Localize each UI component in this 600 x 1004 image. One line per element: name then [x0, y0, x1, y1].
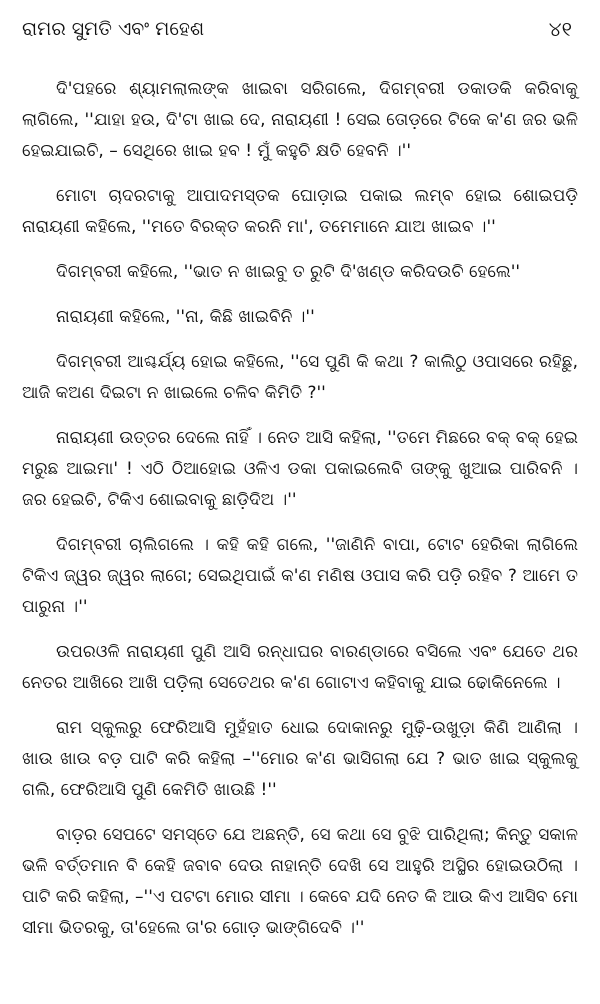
paragraph-7: ଦିଗମ୍ବରୀ ଚାଲିଗଲେ । କହି କହି ଗଲେ, ''ଜାଣିନି ବାପା, ଟୋଟ ହେରିକା ଲାଗିଲେ ଟିକିଏ ଜ୍ୱର ଜ୍ୱର ଲାଗେ; ସେଇଥିପାଇଁ କ'ଣ ମଣିଷ ଓପାସ କରି ପଡ଼ି ରହିବ ? ଆମେ ତ ପାରୁନା ।''	[22, 535, 578, 617]
paragraph-5: ଦିଗମ୍ବରୀ ଆଶ୍ଚର୍ଯ୍ୟ ହୋଇ କହିଲେ, ''ସେ ପୁଣି କି କଥା ? କାଲିଠୁ ଓପାସରେ ରହିଛୁ, ଆଜି କଅଣ ଦିଇଟା ନ ଖାଇଲେ ଚଳିବ କିମିତି ?''	[22, 352, 578, 403]
paragraph-8: ଉପରଓଳି ନାରାୟଣୀ ପୁଣି ଆସି ରନ୍ଧାଘର ବାରଣ୍ଡାରେ ବସିଲେ ଏବଂ ଯେତେ ଥର ନେତର ଆଖିରେ ଆଖି ପଡ଼ିଲା ସେତେଥର କ'ଣ ଗୋଟାଏ କହିବାକୁ ଯାଇ ଢୋକିନେଲେ ।	[22, 642, 578, 693]
paragraph-10: ବାଡ଼ର ସେପଟେ ସମସ୍ତେ ଯେ ଅଛନ୍ତି, ସେ କଥା ସେ ବୁଝି ପାରିଥିଲା; କିନ୍ତୁ ସକାଳ ଭଳି ବର୍ତ୍ତମାନ ବି କେହି ଜବାବ ଦେଉ ନାହାନ୍ତି ଦେଖି ସେ ଆହୁରି ଅସ୍ଥିର ହୋଇଉଠିଲା । ପାଟି କରି କହିଲା, –''ଏ ପଟଟା ମୋର ସୀମା । କେବେ ଯଦି ନେତ କି ଆଉ କିଏ ଆସିବ ମୋ ସୀମା ଭିତରକୁ, ତା'ହେଲେ ତା'ର ଗୋଡ଼ ଭାଙ୍ଗିଦେବି ।''	[22, 825, 578, 938]
body-text	[22, 74, 578, 944]
running-title: ରାମର ସୁମତି ଏବଂ ମହେଶ	[22, 18, 205, 40]
paragraph-1: ଦି'ପହରେ ଶ୍ୟାମଲାଲଙ୍କ ଖାଇବା ସରିଗଲେ, ଦିଗମ୍ବରୀ ଡକାଡକି କରିବାକୁ ଲାଗିଲେ, ''ଯାହା ହଉ, ଦି'ଟା ଖାଇ ଦେ, ନାରାୟଣୀ ! ସେଇ ତୋଡ଼ରେ ଟିକେ କ'ଣ ଜର ଭଳି ହେଇଯାଇଚି, – ସେଥିରେ ଖାଇ ହବ ! ମୁଁ କହୁଚି କ୍ଷତି ହେବନି ।''	[22, 79, 578, 161]
paragraph-4: ନାରାୟଣୀ କହିଲେ, ''ନା, କିଛି ଖାଇବିନି ।''	[56, 307, 315, 327]
paragraph-3: ଦିଗମ୍ବରୀ କହିଲେ, ''ଭାତ ନ ଖାଇବୁ ତ ରୁଟି ଦି'ଖଣ୍ଡ କରିଦଉଚି ହେଲେ''	[56, 262, 521, 282]
page-header	[22, 18, 578, 62]
paragraph-6: ନାରାୟଣୀ ଉତ୍ତର ଦେଲେ ନାହିଁ । ନେତ ଆସି କହିଲା, ''ତମେ ମିଛରେ ବକ୍ ବକ୍ ହେଇ ମରୁଛ ଆଇମା' ! ଏଠି ଠିଆହୋଇ ଓଳିଏ ଡକା ପକାଇଲେବି ତାଙ୍କୁ ଖୁଆଇ ପାରିବନି । ଜର ହେଇଚି, ଟିକିଏ ଶୋଇବାକୁ ଛାଡ଼ିଦିଅ ।''	[22, 428, 578, 510]
paragraph-2: ମୋଟା ଚାଦରଟାକୁ ଆପାଦମସ୍ତକ ଘୋଡ଼ାଇ ପକାଇ ଲମ୍ବ ହୋଇ ଶୋଇପଡ଼ି ନାରାୟଣୀ କହିଲେ, ''ମତେ ବିରକ୍ତ କରନି ମା', ତମେମାନେ ଯାଅ ଖାଇବ ।''	[22, 186, 578, 237]
page-number: ୪୧	[548, 17, 572, 41]
paragraph-9: ରାମ ସ୍କୁଲରୁ ଫେରିଆସି ମୁହଁହାତ ଧୋଇ ଦୋକାନରୁ ମୁଢ଼ି-ଉଖୁଡ଼ା କିଣି ଆଣିଲା । ଖାଉ ଖାଉ ବଡ଼ ପାଟି କରି କହିଲା –''ମୋର କ'ଣ ଭାସିଗଲା ଯେ ? ଭାତ ଖାଇ ସ୍କୁଲକୁ ଗଲି, ଫେରିଆସି ପୁଣି କେମିତି ଖାଉଛି !''	[22, 718, 578, 800]
